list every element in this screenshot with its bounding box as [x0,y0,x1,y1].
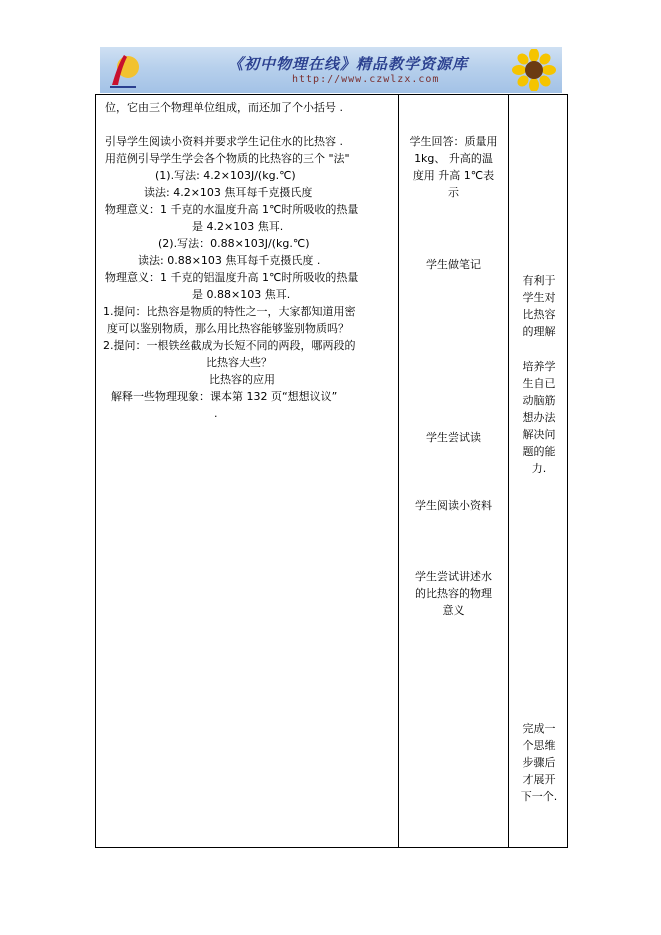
note-line: 下一个. [520,790,558,803]
note-line: 题的能 [522,445,556,458]
activity-line: 学生做笔记 [426,258,481,271]
note-line: 动脑筋 [522,394,556,407]
activity-line: 意义 [442,604,465,617]
activity-line: 度用 升高 1℃表 [412,169,495,182]
activity-line: 示 [448,186,459,199]
site-logo-icon [106,51,140,89]
content-line: 位，它由三个物理单位组成，而还加了个小括号 . [105,101,343,114]
note-line: 想办法 [522,411,556,424]
content-line: (2).写法：0.88×103J/(kg.℃) [158,237,310,250]
student-activity-cell [399,95,508,847]
note-line: 比热容 [522,308,556,321]
activity-line: 学生尝试读 [426,431,481,444]
activity-line: 学生尝试讲述水 [415,570,492,583]
content-line: 读法: 0.88×103 焦耳每千克摄氏度 . [138,254,321,267]
banner-url[interactable]: http://www.czwlzx.com [292,74,440,85]
content-line: (1).写法: 4.2×103J/(kg.℃) [155,169,296,182]
note-line: 生自已 [522,377,556,390]
activity-line: 学生回答：质量用 [409,135,498,148]
note-line: 才展开 [522,773,556,786]
note-line: 解决问 [522,428,556,441]
activity-line: 1kg、 升高的温 [414,152,493,165]
content-line: 解释一些物理现象：课本第 132 页“想想议议” [111,390,338,403]
banner-title: 《初中物理在线》精品教学资源库 [228,55,469,73]
content-line: 物理意义：1 千克的水温度升高 1℃时所吸收的热量 [105,203,359,216]
note-line: 学生对 [522,291,556,304]
note-line: 的理解 [522,325,556,338]
header-banner [100,47,562,93]
lesson-table [95,94,568,848]
activity-line: 学生阅读小资料 [415,499,492,512]
content-line: 比热容大些？ [206,356,272,369]
note-line: 培养学 [522,360,556,373]
content-line: 读法: 4.2×103 焦耳每千克摄氏度 [144,186,313,199]
design-notes-cell [509,95,569,847]
note-line: 力. [531,462,547,475]
content-line: 是 4.2×103 焦耳. [192,220,284,233]
content-line: 物理意义：1 千克的铝温度升高 1℃时所吸收的热量 [105,271,359,284]
content-line: 度可以鉴别物质，那么用比热容能够鉴别物质吗？ [107,322,349,335]
content-line: 是 0.88×103 焦耳. [192,288,291,301]
note-line: 步骤后 [522,756,556,769]
note-line: 有利于 [522,274,556,287]
content-line: 引导学生阅读小资料并要求学生记住水的比热容 . [105,135,343,148]
activity-line: 的比热容的物理 [415,587,492,600]
sunflower-icon [512,49,556,91]
content-heading: 比热容的应用 [209,373,275,386]
teaching-content-cell [96,95,398,847]
content-line: 1.提问：比热容是物质的特性之一，大家都知道用密 [103,305,356,318]
content-line: 用范例引导学生学会各个物质的比热容的三个 "法" [105,152,350,165]
note-line: 个思维 [522,739,556,752]
content-line: 2.提问：一根铁丝截成为长短不同的两段，哪两段的 [103,339,356,352]
content-line: . [214,407,218,420]
note-line: 完成一 [522,722,556,735]
